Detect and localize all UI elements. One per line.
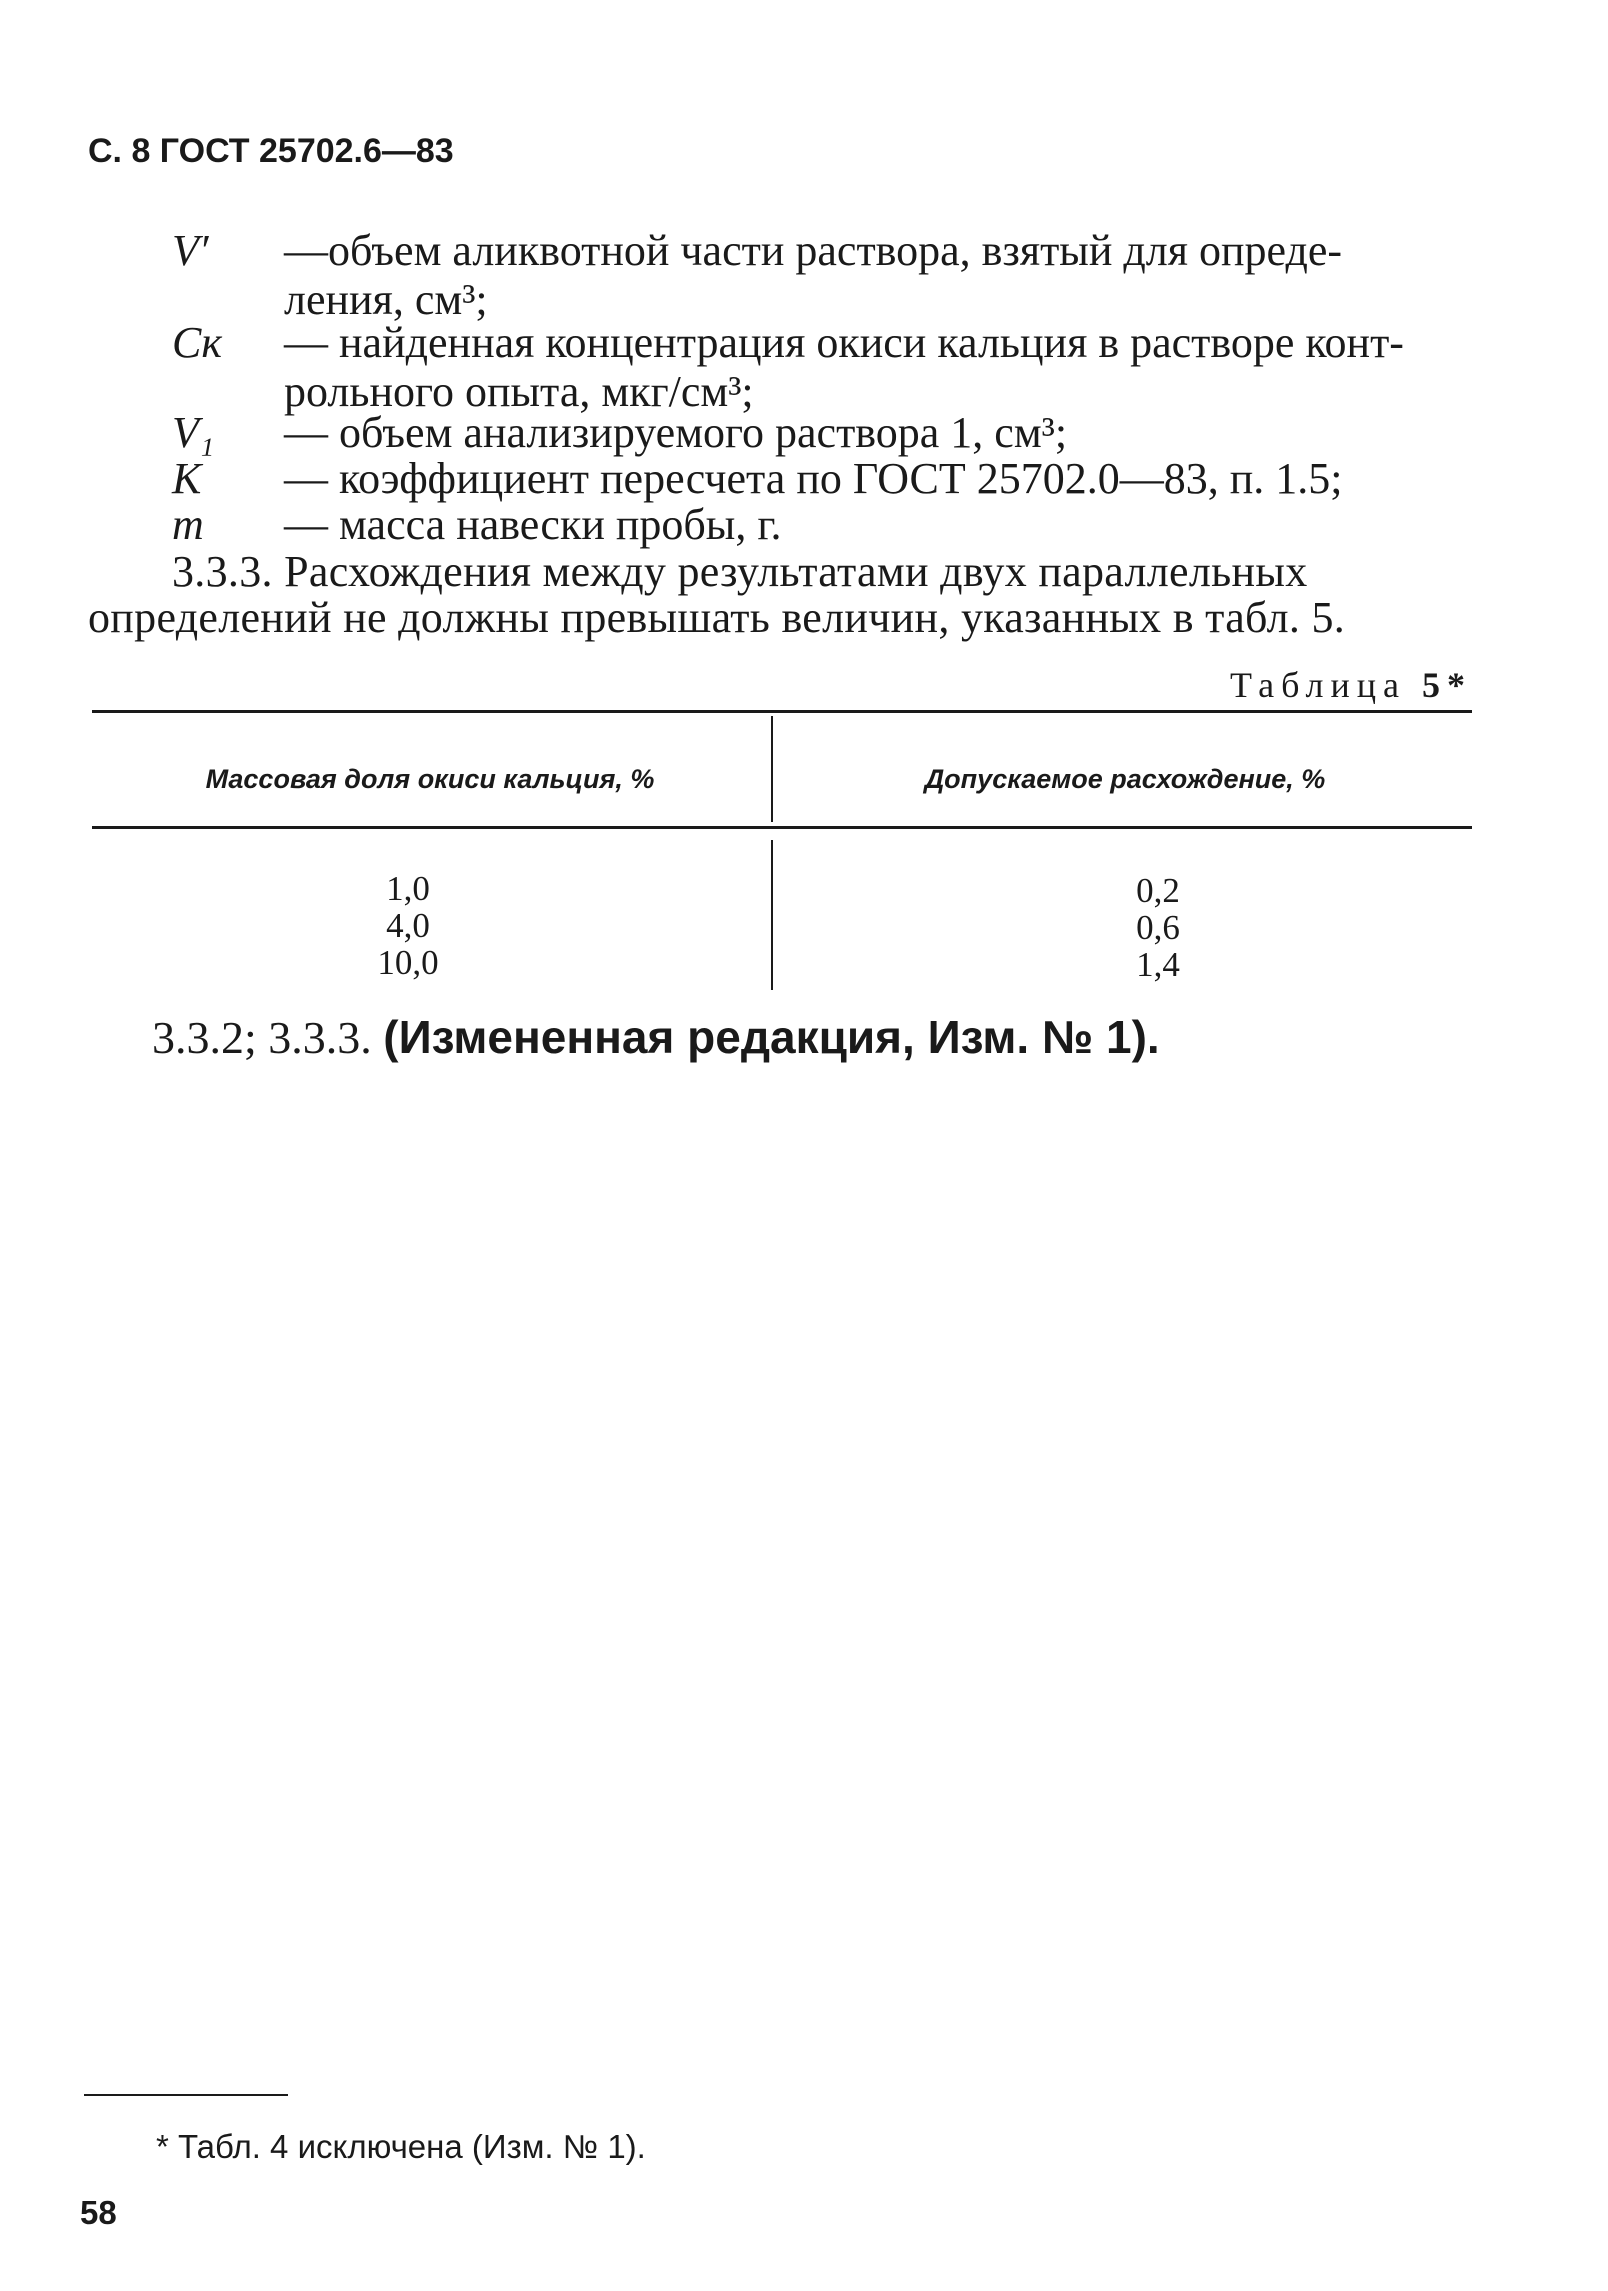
header-column-divider bbox=[771, 716, 773, 822]
footnote-separator bbox=[84, 2094, 288, 2096]
page-number: 58 bbox=[80, 2194, 117, 2231]
table-caption bbox=[1230, 664, 1472, 706]
definition-item bbox=[172, 502, 1472, 548]
table-cell-tolerance: 0,6 bbox=[1136, 908, 1180, 947]
definition-symbol: V′ bbox=[172, 226, 209, 275]
table-top-rule bbox=[92, 710, 1472, 713]
definition-text: — масса навески пробы, г. bbox=[284, 500, 782, 549]
body-column-divider bbox=[771, 840, 773, 990]
table-header-rule bbox=[92, 826, 1472, 829]
definition-text: — коэффициент пересчета по ГОСТ 25702.0—83, п. 1.5; bbox=[284, 454, 1343, 503]
definition-item bbox=[172, 456, 1472, 502]
table-caption-word: Таблица bbox=[1230, 665, 1406, 705]
definition-item bbox=[172, 228, 1472, 274]
definition-text: — найденная концентрация окиси кальция в растворе конт- bbox=[284, 318, 1404, 367]
paragraph-line: 3.3.3. Расхождения между результатами двух параллельных bbox=[172, 547, 1308, 596]
table-cell-mass-fraction: 4,0 bbox=[386, 906, 430, 945]
table-caption-number: 5* bbox=[1422, 665, 1472, 705]
definition-continuation: ления, см³; bbox=[284, 275, 488, 324]
definition-item bbox=[172, 410, 1472, 456]
table-row bbox=[100, 870, 716, 981]
definition-symbol: Cк bbox=[172, 318, 222, 367]
definition-symbol: K bbox=[172, 454, 202, 503]
table-header-cell: Допускаемое расхождение, % bbox=[924, 764, 1326, 794]
definition-continuation: рольного опыта, мкг/см³; bbox=[284, 367, 754, 416]
definition-item bbox=[172, 320, 1472, 366]
amendment-prefix: 3.3.2; 3.3.3. bbox=[152, 1012, 372, 1063]
page-header: С. 8 ГОСТ 25702.6—83 bbox=[88, 132, 454, 170]
definition-symbol: m bbox=[172, 500, 204, 549]
table-cell-tolerance: 1,4 bbox=[1136, 945, 1180, 984]
definition-symbol: V₁ bbox=[172, 408, 215, 457]
table-row bbox=[800, 872, 1516, 983]
table-cell-mass-fraction: 1,0 bbox=[386, 869, 430, 908]
definition-text: — объем анализируемого раствора 1, см³; bbox=[284, 408, 1068, 457]
table-header-cell: Массовая доля окиси кальция, % bbox=[205, 764, 655, 794]
table-cell-mass-fraction: 10,0 bbox=[377, 943, 439, 982]
definition-text: —объем аликвотной части раствора, взятый для опреде- bbox=[284, 226, 1343, 275]
footnote: * Табл. 4 исключена (Изм. № 1). bbox=[156, 2128, 646, 2165]
paragraph-line: определений не должны превышать величин, указанных в табл. 5. bbox=[88, 593, 1346, 642]
amendment-bold: (Измененная редакция, Изм. № 1). bbox=[383, 1011, 1160, 1063]
table-cell-tolerance: 0,2 bbox=[1136, 871, 1180, 910]
amendment-note bbox=[152, 1010, 1160, 1064]
